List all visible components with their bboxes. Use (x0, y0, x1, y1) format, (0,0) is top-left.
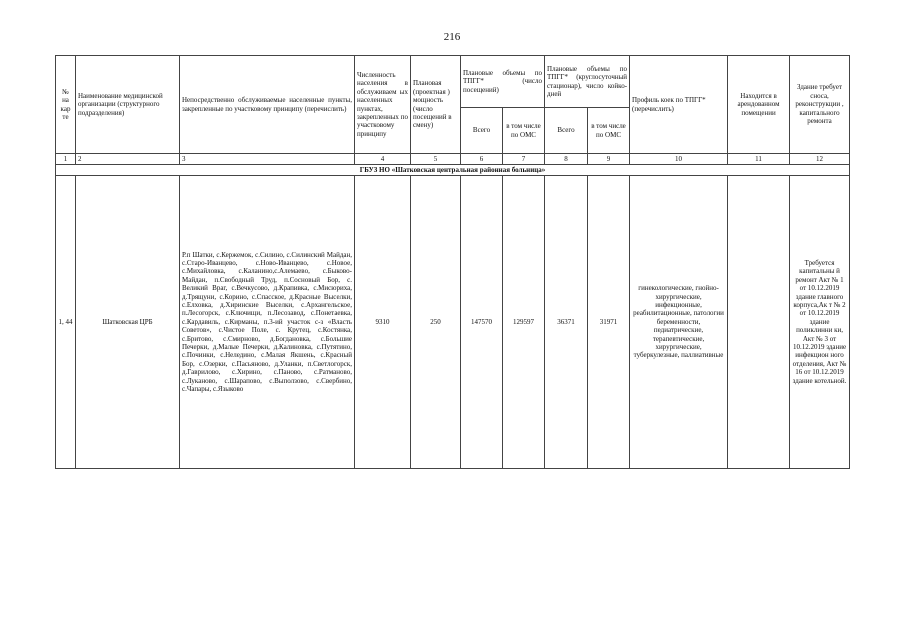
header-visits-oms: в том числе по ОМС (503, 108, 545, 154)
column-number: 8 (545, 154, 588, 165)
header-map-number: № на кар те (56, 56, 76, 154)
cell-map-number: 1, 44 (56, 176, 76, 469)
header-capacity: Плановая (проектная ) мощность (число посещений в смену) (411, 56, 461, 154)
header-building-status: Здание требует сноса, реконструкции , капитального ремонта (790, 56, 850, 154)
column-number: 11 (728, 154, 790, 165)
section-title-row (56, 165, 850, 176)
header-population: Численность населения в обслуживаем ых населенных пунктах, закрепленных по участковому принципу (355, 56, 411, 154)
cell-building-status: Требуется капитальны й ремонт Акт № 1 от 10.12.2019 здание главного корпуса,Ак т № 2 от 10.12.2019 здание поликлинни ки, Акт № 3 от 10.12.2019 здание инфекцион ного отделения, Акт № 16 от 10.12.2019 здание котельной. (790, 176, 850, 469)
column-number-row (56, 154, 850, 165)
cell-rented (728, 176, 790, 469)
column-number: 5 (411, 154, 461, 165)
column-number: 12 (790, 154, 850, 165)
header-beddays-group: Плановые объемы по ТПГГ* (круглосуточный стационар), число койко-дней (545, 56, 630, 108)
column-number: 10 (630, 154, 728, 165)
header-row-top (56, 56, 850, 108)
header-settlements: Непосредственно обслуживаемые населенные пункты, закрепленные по участковому принципу (перечислить) (180, 56, 355, 154)
column-number: 9 (588, 154, 630, 165)
cell-beddays-total: 36371 (545, 176, 588, 469)
header-beddays-oms: в том числе по ОМС (588, 108, 630, 154)
cell-population: 9310 (355, 176, 411, 469)
cell-settlements: Р.п Шатки, с.Кержемок, с.Силино, с.Силинский Майдан, с.Старо-Иванцево, с.Ново-Иванцево, с.Новое, с.Михайловка, с.Каланино,с.Алемаево, с.Быково-Майдан, п.Свободный Труд, п.Сосновый Бор, с. Великий Враг, с.Вечкусово, д.Крапивка, с.Мисюриха, д.Трящуни, с.Корино, с.Спасское, д.Красные Выселки, с.Елховка, д.Хиринские Выселки, с.Архангельское, п.Лесогорск, с.Ключищи, п.Лесозавод, с.Понетаевка, с.Кардавиль, с.Кирманы, п.3-ий участок с-з «Власть Советов», с.Чистое Поле, с. Крутец, с.Костянка, с.Бритово, с.Смирново, д.Богдановка, с.Большие Печерки, д.Малые Печерки, д.Калиновка, с.Путятино, с.Починки, с.Неледино, с.Малая Якшень, с.Красный Бор, с.Озерки, с.Пасьяново, д.Уланки, п.Светлогорск, д.Гаврилово, с.Хирино, с.Паново, с.Ратманово, с.Луканово, с.Шарапово, с.Выползово, с.Свербино, с.Чапары, с.Языково (180, 176, 355, 469)
facilities-table (55, 55, 850, 469)
column-number: 7 (503, 154, 545, 165)
table-row (56, 176, 850, 469)
column-number: 2 (76, 154, 180, 165)
header-bed-profiles: Профиль коек по ТПГГ* (перечислить) (630, 56, 728, 154)
column-number: 3 (180, 154, 355, 165)
cell-visits-oms: 129597 (503, 176, 545, 469)
cell-visits-total: 147570 (461, 176, 503, 469)
cell-capacity: 250 (411, 176, 461, 469)
page-number: 216 (443, 31, 461, 43)
cell-beddays-oms: 31971 (588, 176, 630, 469)
header-visits-total: Всего (461, 108, 503, 154)
section-title: ГБУЗ НО «Шатковская центральная районная больница» (56, 165, 850, 176)
header-beddays-total: Всего (545, 108, 588, 154)
header-organization: Наименование медицинской организации (структурного подразделения) (76, 56, 180, 154)
cell-bed-profiles: гинекологические, гнойно-хирургические, инфекционные, реабилитационные, патологии беременности, педиатрические, терапевтические, хирургические, туберкулезные, паллиативные (630, 176, 728, 469)
column-number: 1 (56, 154, 76, 165)
cell-organization: Шатковская ЦРБ (76, 176, 180, 469)
header-rented: Находится в арендованном помещении (728, 56, 790, 154)
header-visits-group: Плановые объемы по ТПГГ* (число посещений) (461, 56, 545, 108)
column-number: 6 (461, 154, 503, 165)
column-number: 4 (355, 154, 411, 165)
